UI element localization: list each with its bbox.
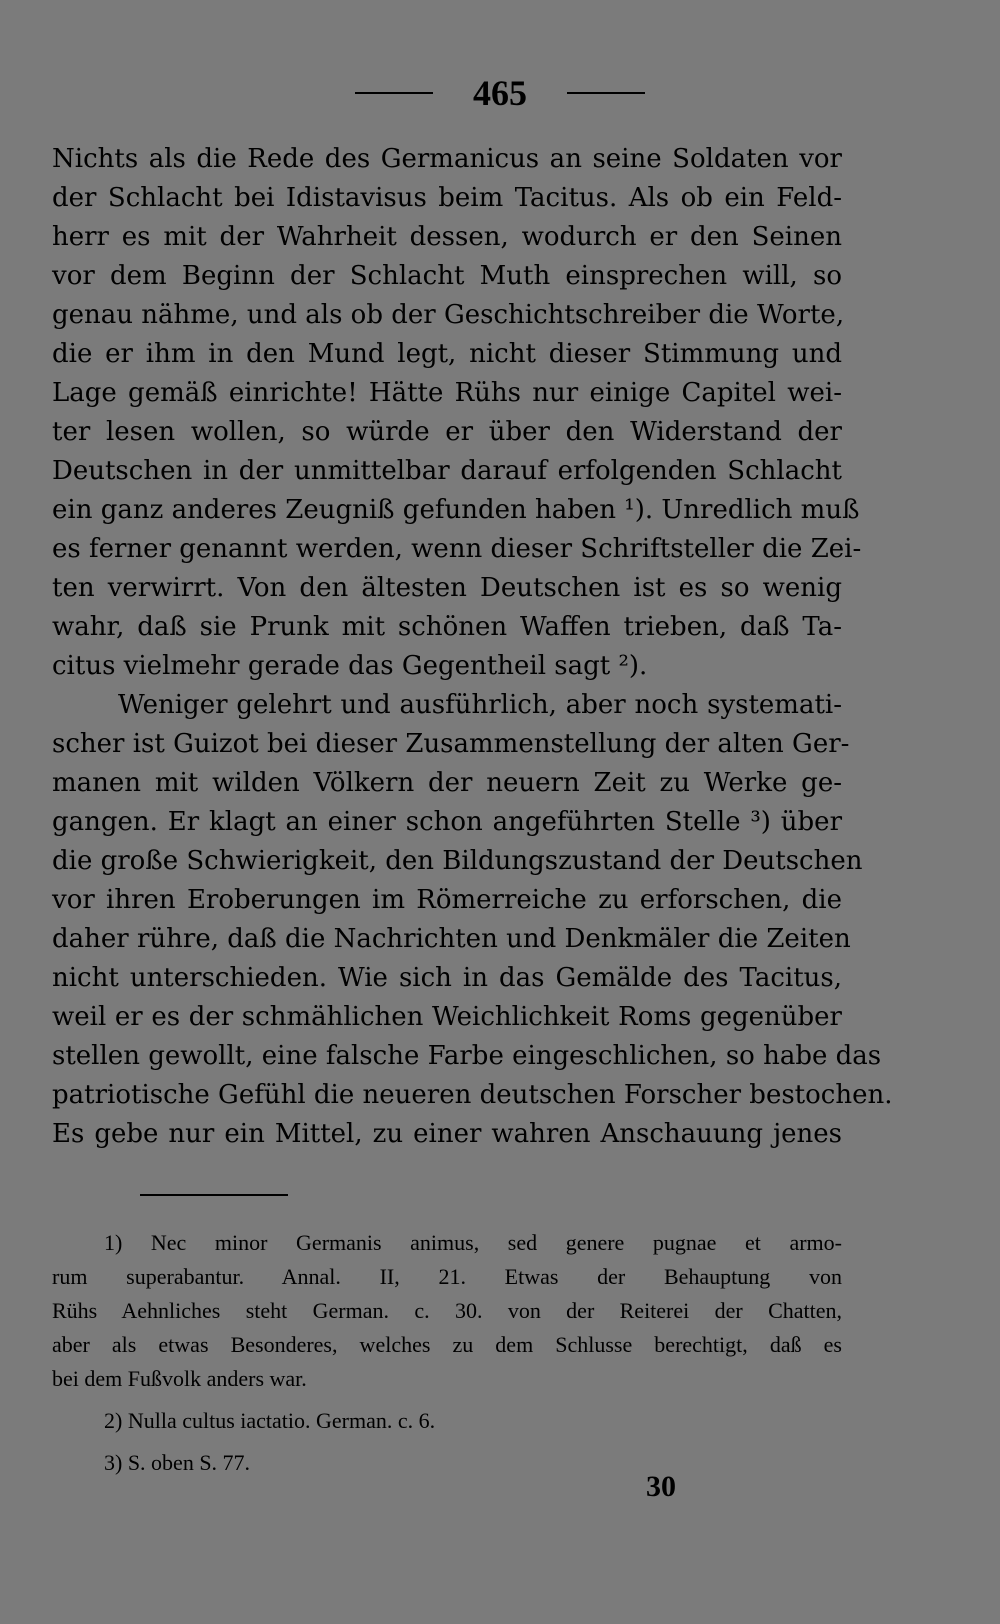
text-line: herr es mit der Wahrheit dessen, wodurch er den Seinen: [52, 222, 842, 252]
footnote-line: Rühs Aehnliches steht German. c. 30. von der Reiterei der Chatten,: [52, 1298, 842, 1323]
text-line: die große Schwierigkeit, den Bildungszustand der Deutschen: [52, 846, 863, 876]
paragraph-2: [52, 686, 893, 1154]
text-line: der Schlacht bei Idistavisus beim Tacitus. Als ob ein Feld-: [52, 183, 842, 213]
text-line: wahr, daß sie Prunk mit schönen Waffen trieben, daß Ta-: [52, 612, 842, 642]
text-line: vor ihren Eroberungen im Römerreiche zu erforschen, die: [52, 885, 842, 915]
text-line: genau nähme, und als ob der Geschichtschreiber die Worte,: [52, 300, 845, 330]
text-line: Weniger gelehrt und ausführlich, aber noch systemati-: [118, 690, 842, 720]
paragraph-1: [52, 140, 862, 686]
text-line: gangen. Er klagt an einer schon angeführten Stelle ³) über: [52, 807, 842, 837]
text-line: weil er es der schmählichen Weichlichkeit Roms gegenüber: [52, 1002, 842, 1032]
text-line: Es gebe nur ein Mittel, zu einer wahren Anschauung jenes: [52, 1119, 842, 1149]
text-line: ter lesen wollen, so würde er über den Widerstand der: [52, 417, 842, 447]
page-header: [0, 68, 1000, 118]
footnote-3: [52, 1446, 842, 1480]
main-text: [52, 140, 893, 1154]
text-line: citus vielmehr gerade das Gegentheil sagt ²).: [52, 651, 648, 681]
page-number: 465: [473, 73, 527, 113]
footnote-line: rum superabantur. Annal. II, 21. Etwas der Behauptung von: [52, 1264, 842, 1289]
footnote-line: 2) Nulla cultus iactatio. German. c. 6.: [104, 1408, 436, 1433]
footnote-line: aber als etwas Besonderes, welches zu dem Schlusse berechtigt, daß es: [52, 1332, 842, 1357]
footnote-separator: [140, 1194, 288, 1196]
text-line: Lage gemäß einrichte! Hätte Rühs nur einige Capitel wei-: [52, 378, 842, 408]
text-line: es ferner genannt werden, wenn dieser Schriftsteller die Zei-: [52, 534, 862, 564]
text-line: Nichts als die Rede des Germanicus an seine Soldaten vor: [52, 144, 842, 174]
footnote-line: bei dem Fußvolk anders war.: [52, 1366, 307, 1391]
text-line: daher rühre, daß die Nachrichten und Denkmäler die Zeiten: [52, 924, 851, 954]
text-line: scher ist Guizot bei dieser Zusammenstellung der alten Ger-: [52, 729, 850, 759]
text-line: die er ihm in den Mund legt, nicht dieser Stimmung und: [52, 339, 842, 369]
text-line: Deutschen in der unmittelbar darauf erfolgenden Schlacht: [52, 456, 842, 486]
text-line: stellen gewollt, eine falsche Farbe eingeschlichen, so habe das: [52, 1041, 882, 1071]
text-line: nicht unterschieden. Wie sich in das Gemälde des Tacitus,: [52, 963, 842, 993]
text-line: manen mit wilden Völkern der neuern Zeit zu Werke ge-: [52, 768, 842, 798]
text-line: vor dem Beginn der Schlacht Muth einsprechen will, so: [52, 261, 842, 291]
footnote-2: [52, 1404, 842, 1438]
text-line: ein ganz anderes Zeugniß gefunden haben ¹). Unredlich muß: [52, 495, 860, 525]
footnotes: [52, 1226, 842, 1488]
header-rule-left: [355, 92, 433, 94]
text-line: ten verwirrt. Von den ältesten Deutschen ist es so wenig: [52, 573, 842, 603]
header-rule-right: [567, 92, 645, 94]
footnote-line: 1) Nec minor Germanis animus, sed genere pugnae et armo-: [104, 1230, 842, 1255]
footnote-1: [52, 1226, 842, 1396]
text-line: patriotische Gefühl die neueren deutschen Forscher bestochen.: [52, 1080, 893, 1110]
footnote-line: 3) S. oben S. 77.: [104, 1450, 251, 1475]
signature-mark: 30: [646, 1470, 676, 1503]
